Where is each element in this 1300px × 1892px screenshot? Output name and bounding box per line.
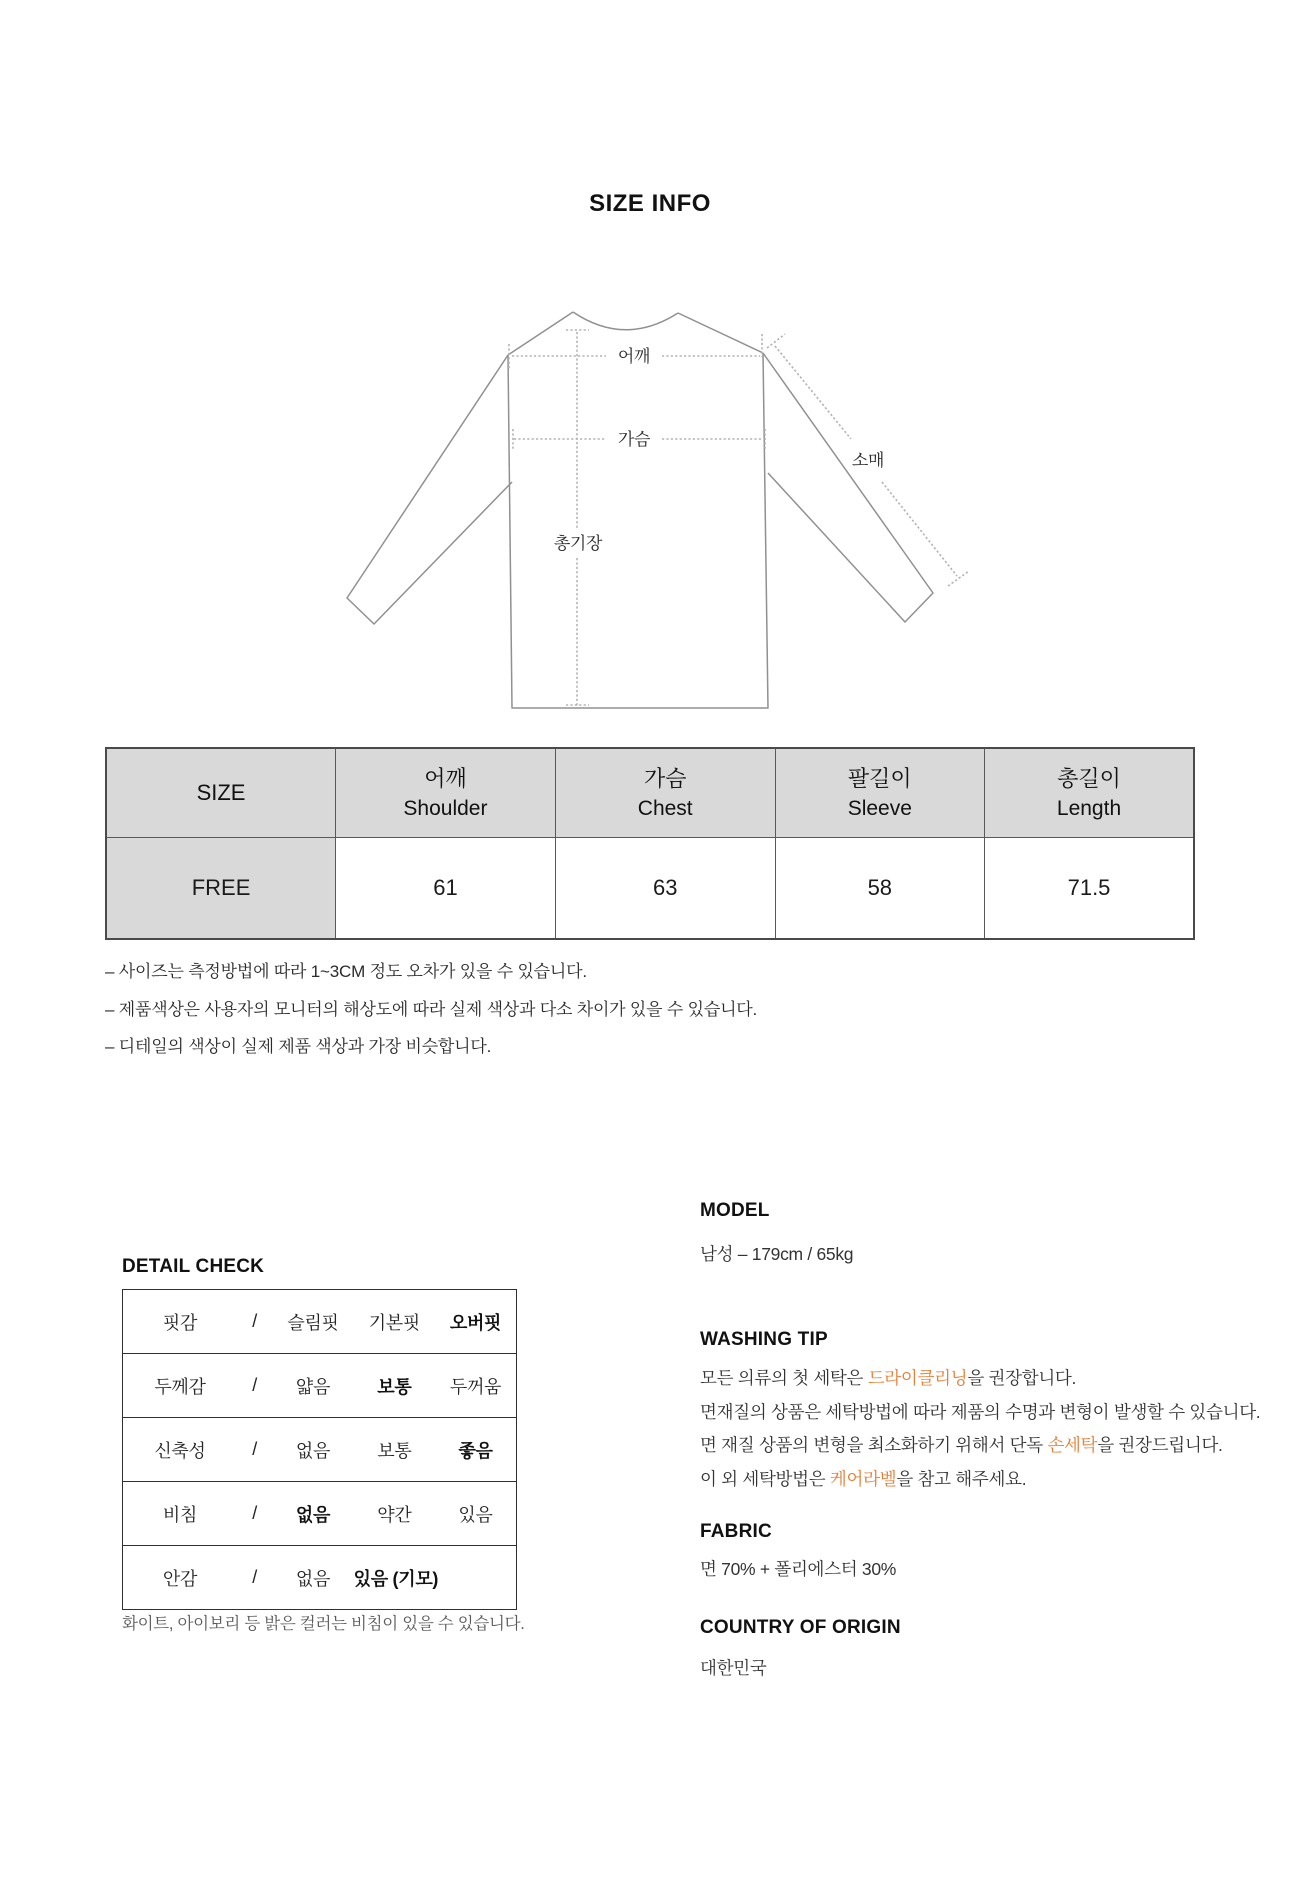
highlight-care-label: 케어라벨: [829, 1468, 897, 1489]
size-value-chest: 63: [555, 838, 775, 940]
detail-option: 약간: [377, 1504, 412, 1525]
measure-lines: [509, 330, 969, 705]
size-value-label: FREE: [106, 838, 336, 940]
origin-heading: COUNTRY OF ORIGIN: [700, 1617, 901, 1638]
diagram-label-chest: 가슴: [617, 430, 651, 449]
detail-option: 좋음: [458, 1440, 493, 1461]
size-value-shoulder: 61: [336, 838, 556, 940]
detail-label: 두께감: [154, 1376, 206, 1397]
detail-label: 신축성: [154, 1440, 206, 1461]
model-info: 남성 – 179cm / 65kg: [700, 1244, 854, 1264]
size-value-length: 71.5: [985, 838, 1194, 940]
detail-option: 보통: [377, 1376, 412, 1397]
diagram-label-shoulder: 어깨: [617, 347, 651, 366]
size-table-header-shoulder: 어깨 Shoulder: [336, 748, 556, 838]
detail-option: 두꺼움: [449, 1376, 502, 1397]
detail-label: 핏감: [162, 1312, 198, 1333]
page-title: SIZE INFO: [589, 190, 711, 217]
detail-check-row-lining: [123, 1546, 516, 1609]
detail-option: 얇음: [295, 1376, 331, 1397]
origin-info: 대한민국: [700, 1658, 767, 1678]
washing-tip-line: 면 재질 상품의 변형을 최소화하기 위해서 단독 손세탁을 권장드립니다.: [700, 1435, 1223, 1455]
diagram-label-sleeve: 소매: [851, 451, 885, 470]
size-table-header-size: SIZE: [106, 748, 336, 838]
detail-separator: /: [252, 1567, 257, 1587]
detail-check-row-fit: [123, 1290, 516, 1354]
detail-option: 슬림핏: [287, 1312, 339, 1333]
detail-option: 있음: [458, 1504, 493, 1525]
size-table-header-row: [106, 748, 1194, 838]
detail-separator: /: [252, 1311, 257, 1331]
detail-option: 보통: [377, 1440, 412, 1461]
detail-check-row-thickness: [123, 1354, 516, 1418]
disclaimer-line: – 제품색상은 사용자의 모니터의 해상도에 따라 실제 색상과 다소 차이가 있을 수 있습니다.: [105, 999, 758, 1019]
detail-option: 있음 (기모): [353, 1568, 439, 1589]
size-disclaimers: [105, 953, 757, 1066]
size-value-sleeve: 58: [775, 838, 984, 940]
detail-option: 기본핏: [368, 1312, 420, 1333]
size-table-header-length: 총길이 Length: [985, 748, 1194, 838]
detail-check-row-stretch: [123, 1418, 516, 1482]
washing-tip-heading: WASHING TIP: [700, 1329, 828, 1350]
highlight-hand-wash: 손세탁: [1047, 1435, 1098, 1455]
diagram-label-length: 총기장: [553, 534, 603, 553]
detail-check-note: 화이트, 아이보리 등 밝은 컬러는 비침이 있을 수 있습니다.: [122, 1615, 525, 1633]
garment-diagram: [270, 240, 885, 720]
detail-label: 비침: [162, 1504, 198, 1525]
size-table: [105, 747, 1195, 940]
washing-tip-line: 모든 의류의 첫 세탁은 드라이클리닝을 권장합니다.: [700, 1368, 1077, 1388]
size-table-header-chest: 가슴 Chest: [555, 748, 775, 838]
detail-separator: /: [252, 1439, 257, 1459]
detail-check-row-sheer: [123, 1482, 516, 1546]
washing-tip-line: 이 외 세탁방법은 케어라벨을 참고 해주세요.: [700, 1468, 1027, 1489]
detail-option: 없음: [295, 1568, 331, 1589]
washing-tip-line: 면재질의 상품은 세탁방법에 따라 제품의 수명과 변형이 발생할 수 있습니다.: [700, 1401, 1261, 1422]
detail-label: 안감: [162, 1568, 198, 1589]
disclaimer-line: – 디테일의 색상이 실제 제품 색상과 가장 비슷합니다.: [105, 1037, 492, 1056]
detail-separator: /: [252, 1375, 257, 1395]
model-heading: MODEL: [700, 1200, 770, 1221]
washing-tip-text: [700, 1362, 1260, 1496]
disclaimer-line: – 사이즈는 측정방법에 따라 1~3CM 정도 오차가 있을 수 있습니다.: [105, 962, 587, 981]
size-table-header-sleeve: 팔길이 Sleeve: [775, 748, 984, 838]
fabric-info: 면 70% + 폴리에스터 30%: [700, 1559, 897, 1579]
detail-separator: /: [252, 1503, 257, 1523]
detail-option: 없음: [295, 1440, 331, 1461]
detail-check-table: [122, 1289, 517, 1610]
shirt-outline-icon: [347, 312, 933, 708]
detail-option: 없음: [295, 1504, 331, 1525]
detail-option: 오버핏: [449, 1312, 502, 1333]
size-table-data-row: [106, 838, 1194, 940]
fabric-heading: FABRIC: [700, 1521, 772, 1542]
detail-check-heading: DETAIL CHECK: [122, 1256, 265, 1277]
highlight-dry-cleaning: 드라이클리닝: [867, 1368, 968, 1388]
